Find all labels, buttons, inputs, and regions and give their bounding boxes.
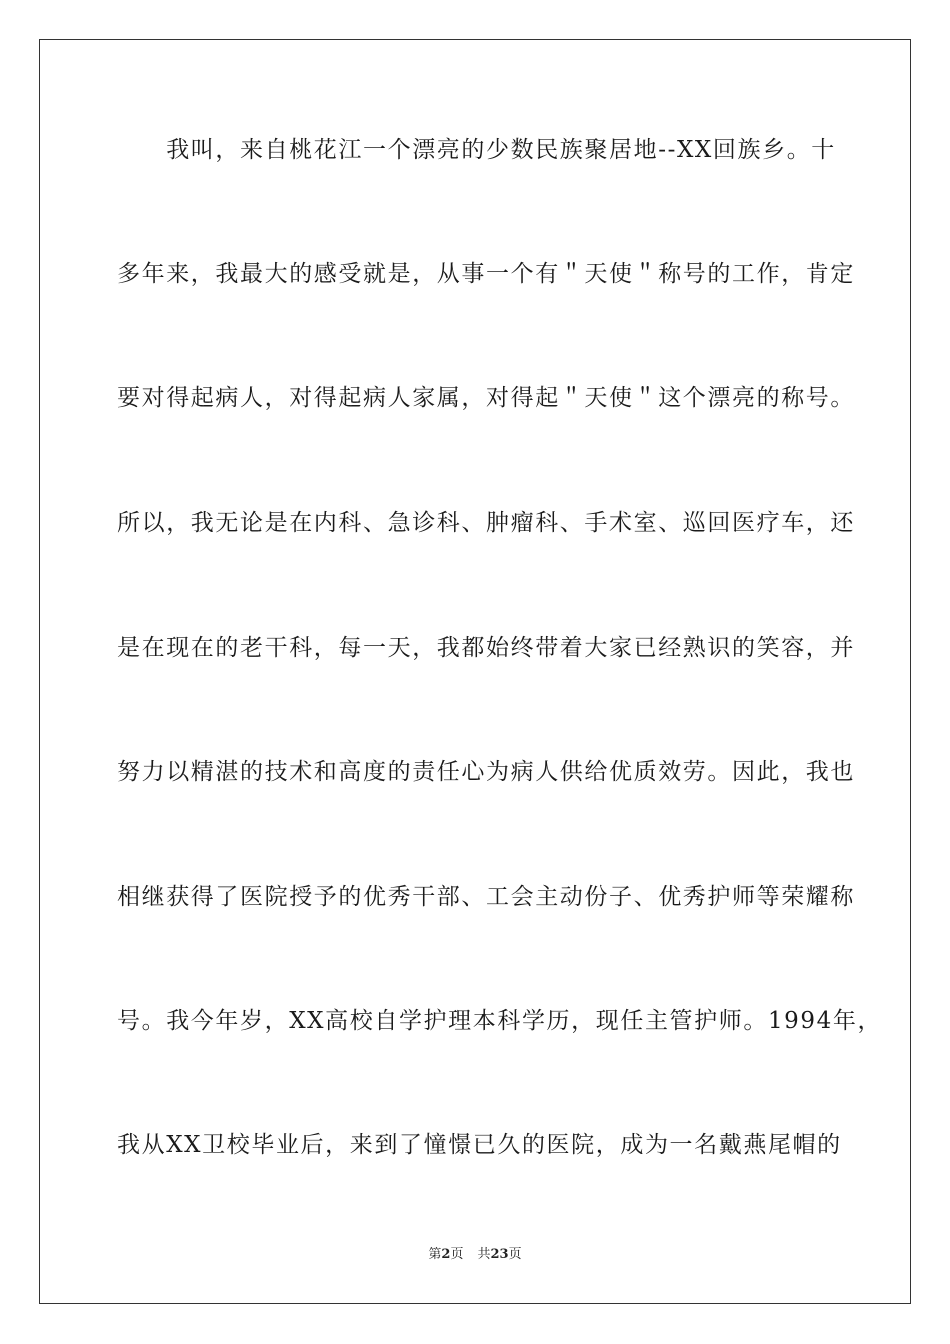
page-footer: [0, 1246, 950, 1264]
body-text-line-9: 我从XX卫校毕业后，来到了憧憬已久的医院，成为一名戴燕尾帽的: [117, 1132, 842, 1158]
body-text-line-8: 号。我今年岁，XX高校自学护理本科学历，现任主管护师。1994年，: [117, 1008, 883, 1034]
body-text-line-4: 所以，我无论是在内科、急诊科、肿瘤科、手术室、巡回医疗车，还: [117, 510, 855, 536]
page-suffix: 页: [450, 1247, 464, 1262]
page-prefix: 第: [428, 1247, 442, 1262]
body-text-line-7: 相继获得了医院授予的优秀干部、工会主动份子、优秀护师等荣耀称: [117, 884, 855, 910]
page-number: 2: [441, 1247, 451, 1262]
total-pages: 23: [490, 1247, 509, 1262]
body-text-line-2: 多年来，我最大的感受就是，从事一个有＂天使＂称号的工作，肯定: [117, 261, 855, 287]
page-border: [39, 39, 911, 1304]
body-text-line-6: 努力以精湛的技术和高度的责任心为病人供给优质效劳。因此，我也: [117, 759, 855, 785]
total-suffix: 页: [508, 1247, 522, 1262]
total-prefix: 共: [477, 1247, 491, 1262]
body-text-line-1: 我叫，来自桃花江一个漂亮的少数民族聚居地--XX回族乡。十: [117, 137, 836, 163]
body-text-line-5: 是在现在的老干科，每一天，我都始终带着大家已经熟识的笑容，并: [117, 635, 855, 661]
body-text-line-3: 要对得起病人，对得起病人家属，对得起＂天使＂这个漂亮的称号。: [117, 385, 855, 411]
